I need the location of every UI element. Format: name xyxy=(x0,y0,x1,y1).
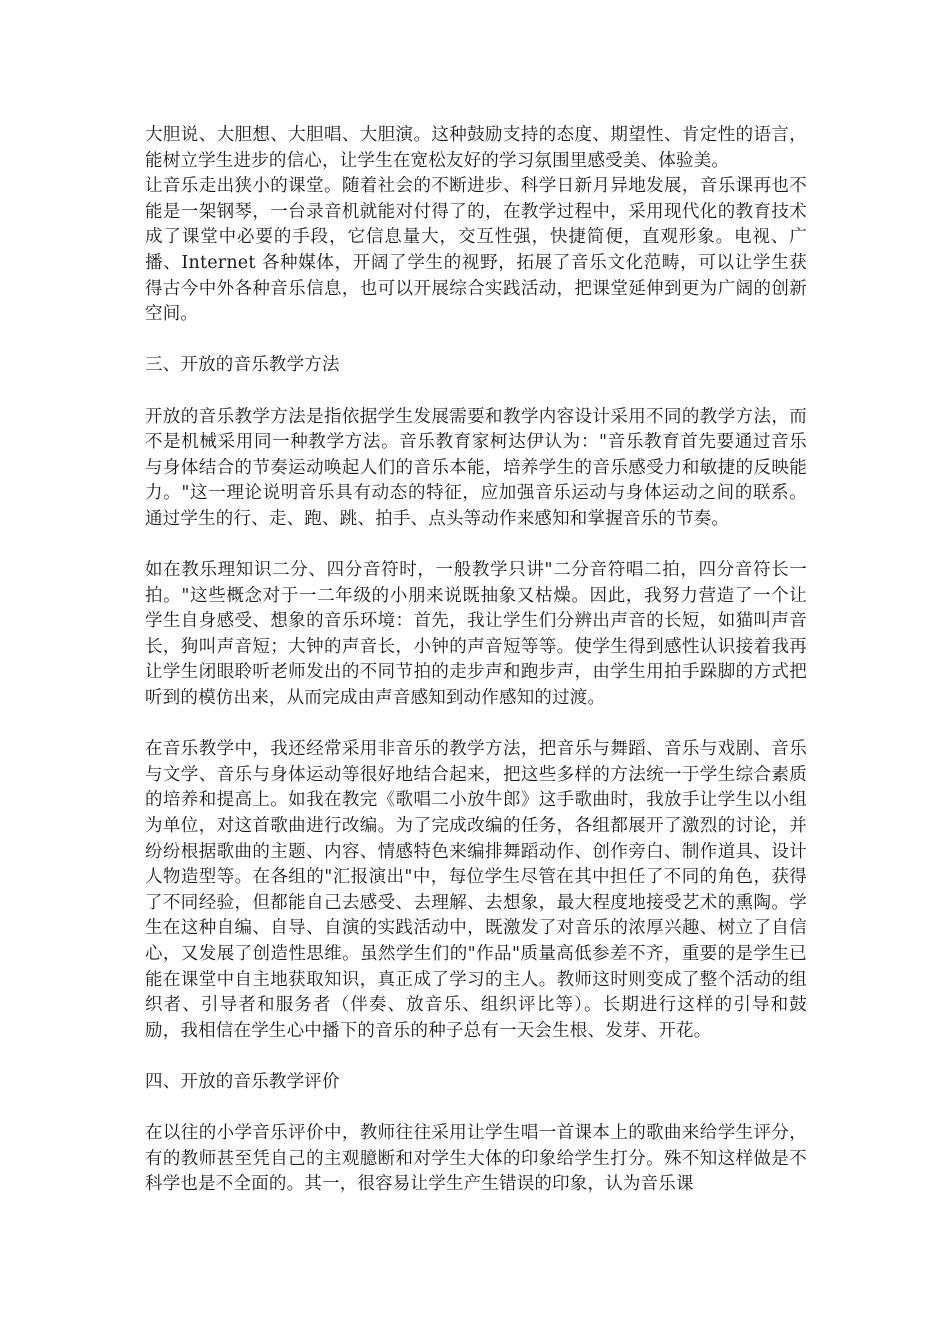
paragraph-evaluation: 在以往的小学音乐评价中，教师往往采用让学生唱一首课本上的歌曲来给学生评分，有的教师甚至凭自己的主观臆断和对学生大体的印象给学生打分。殊不知这样做是不科学也是不全面的。其一，很容易让学生产生错误的印象，认为音乐课 xyxy=(145,1123,807,1195)
paragraph-spacer xyxy=(145,1044,807,1070)
paragraph-spacer xyxy=(145,379,807,405)
paragraph-kodaly: 开放的音乐教学方法是指依据学生发展需要和教学内容设计采用不同的教学方法，而不是机械采用同一种教学方法。音乐教育家柯达伊认为："音乐教育首先要通过音乐与身体结合的节奏运动唤起人们的音乐本能，培养学生的音乐感受力和敏捷的反映能力。"这一理论说明音乐具有动态的特征，应加强音乐运动与身体运动之间的联系。通过学生的行、走、跑、跳、拍手、点头等动作来感知和掌握音乐的节奏。 xyxy=(145,406,807,529)
section-heading-methods: 三、开放的音乐教学方法 xyxy=(145,355,340,376)
paragraph-non-music-methods: 在音乐教学中，我还经常采用非音乐的教学方法，把音乐与舞蹈、音乐与戏剧、音乐与文学、音乐与身体运动等很好地结合起来，把这些多样的方法统一于学生综合素质的培养和提高上。如我在教完《歌唱二小放牛郎》这手歌曲时，我放手让学生以小组为单位，对这首歌曲进行改编。为了完成改编的任务，各组都展开了激烈的讨论，并纷纷根据歌曲的主题、内容、情感特色来编排舞蹈动作、创作旁白、制作道具、设计人物造型等。在各组的"汇报演出"中，每位学生尽管在其中担任了不同的角色，获得了不同经验，但都能自己去感受、去理解、去想象，最大程度地接受艺术的熏陶。学生在这种自编、自导、自演的实践活动中，既激发了对音乐的浓厚兴趣、树立了自信心，又发展了创造性思维。虽然学生们的"作品"质量高低参差不齐，重要的是学生已能在课堂中自主地获取知识，真正成了学习的主人。教师这时则变成了整个活动的组织者、引导者和服务者（伴奏、放音乐、组织评比等）。长期进行这样的引导和鼓励，我相信在学生心中播下的音乐的种子总有一天会生根、发芽、开花。 xyxy=(145,739,807,1041)
paragraph-spacer xyxy=(145,1096,807,1122)
paragraph-note-values: 如在教乐理知识二分、四分音符时，一般教学只讲"二分音符唱二拍，四分音符长一拍。"这些概念对于一二年级的小朋来说既抽象又枯燥。因此，我努力营造了一个让学生自身感受、想象的音乐环境：首先，我让学生们分辨出声音的长短，如猫叫声音长，狗叫声音短；大钟的声音长，小钟的声音短等等。使学生得到感性认识接着我再让学生闭眼聆听老师发出的不同节拍的走步声和跑步声，由学生用拍手跺脚的方式把听到的模仿出来，从而完成由声音感知到动作感知的过渡。 xyxy=(145,560,807,709)
paragraph-spacer xyxy=(145,328,807,354)
paragraph-spacer xyxy=(145,533,807,559)
paragraph-encouragement: 大胆说、大胆想、大胆唱、大胆演。这种鼓励支持的态度、期望性、肯定性的语言，能树立学生进步的信心，让学生在宽松友好的学习氛围里感受美、体验美。 xyxy=(145,125,807,171)
section-heading-evaluation: 四、开放的音乐教学评价 xyxy=(145,1071,340,1092)
document-body xyxy=(145,123,807,1198)
paragraph-spacer xyxy=(145,712,807,738)
paragraph-technology: 让音乐走出狭小的课堂。随着社会的不断进步、科学日新月异地发展，音乐课再也不能是一架钢琴，一台录音机就能对付得了的，在教学过程中，采用现代化的教育技术成了课堂中必要的手段，它信息量大，交互性强，快捷简便，直观形象。电视、广播、Internet 各种媒体，开阔了学生的视野，拓展了音乐文化范畴，可以让学生获得古今中外各种音乐信息，也可以开展综合实践活动，把课堂延伸到更为广阔的创新空间。 xyxy=(145,176,807,325)
